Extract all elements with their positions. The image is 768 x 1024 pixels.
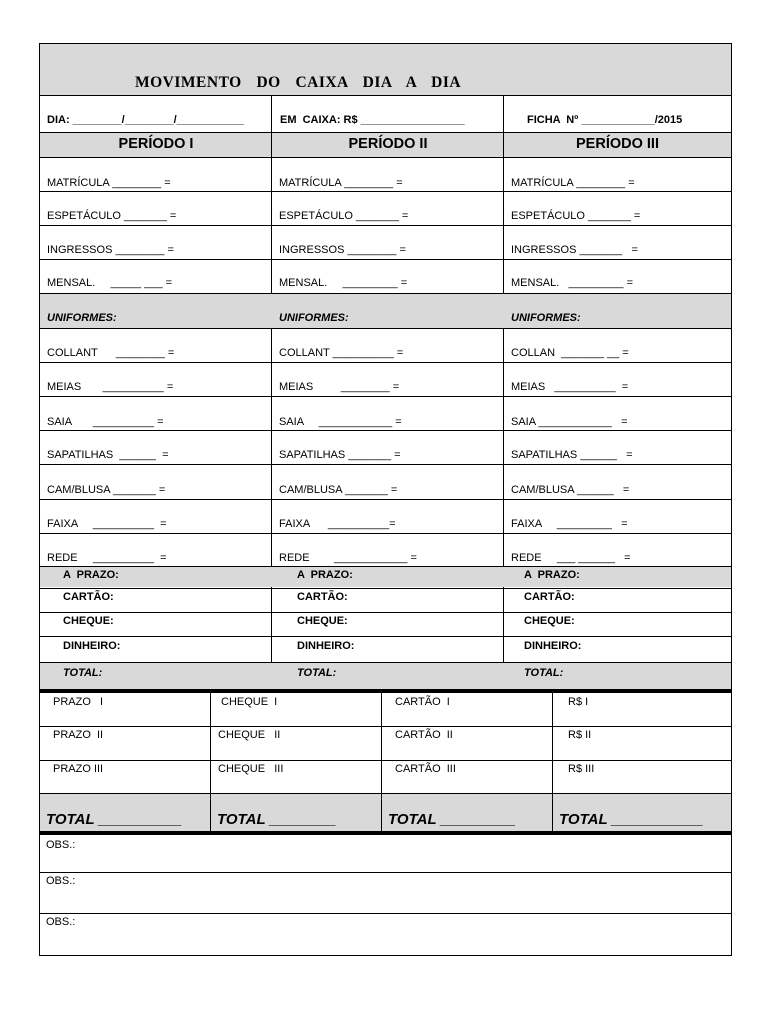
summary-col-3-row[interactable]: CARTÃO I — [395, 696, 450, 708]
period-2-payment[interactable]: CARTÃO: — [297, 591, 348, 603]
cash-amount-field[interactable]: EM CAIXA: R$ _________________ — [280, 114, 465, 126]
summary-col-1-row[interactable]: PRAZO III — [53, 763, 104, 775]
period-2-payment[interactable]: CHEQUE: — [297, 615, 348, 627]
date-field[interactable]: DIA: ________/________/___________ — [47, 114, 244, 126]
summary-col-3-row[interactable]: CARTÃO III — [395, 763, 456, 775]
period-1-item[interactable]: INGRESSOS ________ = — [47, 244, 174, 256]
summary-col-1-total[interactable]: TOTAL __________ — [46, 811, 182, 828]
period-heading-1: PERÍODO I — [118, 136, 194, 152]
period-2-uniform-item[interactable]: REDE ____________ = — [279, 552, 417, 564]
period-2-uniform-item[interactable]: COLLANT __________ = — [279, 347, 404, 359]
uniformes-band — [40, 294, 731, 328]
period-3-uniform-item[interactable]: SAIA ____________ = — [511, 416, 628, 428]
summary-separator — [40, 689, 731, 693]
period-1-item[interactable]: MATRÍCULA ________ = — [47, 177, 171, 189]
summary-col-2-row[interactable]: CHEQUE I — [221, 696, 278, 708]
period-3-uniform-item[interactable]: SAPATILHAS ______ = — [511, 449, 633, 461]
period-1-uniform-item[interactable]: SAIA __________ = — [47, 416, 164, 428]
period-heading-3: PERÍODO III — [576, 136, 659, 152]
period-3-uniform-item[interactable]: FAIXA _________ = — [511, 518, 628, 530]
period-3-payment[interactable]: DINHEIRO: — [524, 640, 582, 652]
period-2-item[interactable]: MATRÍCULA ________ = — [279, 177, 403, 189]
summary-col-2-row[interactable]: CHEQUE III — [218, 763, 284, 775]
summary-col-1-row[interactable]: PRAZO II — [53, 729, 104, 741]
period-3-item[interactable]: MENSAL. _________ = — [511, 277, 633, 289]
period-1-uniform-item[interactable]: REDE __________ = — [47, 552, 167, 564]
summary-col-1-row[interactable]: PRAZO I — [53, 696, 104, 708]
period-3-total[interactable]: TOTAL: — [524, 667, 564, 679]
period-2-uniform-item[interactable]: CAM/BLUSA _______ = — [279, 484, 398, 496]
period-2-item[interactable]: MENSAL. _________ = — [279, 277, 408, 289]
period-2-payment[interactable]: A PRAZO: — [297, 569, 353, 581]
period-1-payment[interactable]: DINHEIRO: — [63, 640, 121, 652]
period-3-item[interactable]: ESPETÁCULO _______ = — [511, 210, 641, 222]
summary-col-4-row[interactable]: R$ II — [568, 729, 592, 741]
summary-col-4-total[interactable]: TOTAL ___________ — [559, 811, 704, 828]
summary-col-2-total[interactable]: TOTAL ________ — [217, 811, 337, 828]
summary-bottom-rule — [40, 831, 731, 835]
obs-field[interactable]: OBS.: — [46, 875, 76, 887]
period-1-item[interactable]: ESPETÁCULO _______ = — [47, 210, 177, 222]
form-title: MOVIMENTO DO CAIXA DIA A DIA — [135, 74, 462, 91]
period-3-item[interactable]: MATRÍCULA ________ = — [511, 177, 635, 189]
uniformes-label: UNIFORMES: — [511, 312, 581, 324]
period-heading-2: PERÍODO II — [348, 136, 428, 152]
period-1-uniform-item[interactable]: MEIAS __________ = — [47, 381, 174, 393]
period-2-item[interactable]: INGRESSOS ________ = — [279, 244, 406, 256]
period-3-uniform-item[interactable]: CAM/BLUSA ______ = — [511, 484, 630, 496]
period-2-item[interactable]: ESPETÁCULO _______ = — [279, 210, 409, 222]
period-2-uniform-item[interactable]: FAIXA __________= — [279, 518, 396, 530]
period-2-uniform-item[interactable]: MEIAS ________ = — [279, 381, 400, 393]
period-1-total[interactable]: TOTAL: — [63, 667, 103, 679]
period-2-total[interactable]: TOTAL: — [297, 667, 337, 679]
obs-field[interactable]: OBS.: — [46, 916, 76, 928]
period-1-uniform-item[interactable]: FAIXA __________ = — [47, 518, 167, 530]
period-3-uniform-item[interactable]: MEIAS __________ = — [511, 381, 629, 393]
period-1-payment[interactable]: CHEQUE: — [63, 615, 114, 627]
period-1-uniform-item[interactable]: CAM/BLUSA _______ = — [47, 484, 166, 496]
summary-col-2-row[interactable]: CHEQUE II — [218, 729, 281, 741]
period-3-uniform-item[interactable]: COLLAN _______ __ = — [511, 347, 629, 359]
a-prazo-band — [40, 567, 731, 587]
uniformes-label: UNIFORMES: — [47, 312, 117, 324]
period-1-uniform-item[interactable]: SAPATILHAS ______ = — [47, 449, 169, 461]
summary-col-4-row[interactable]: R$ III — [568, 763, 595, 775]
period-1-payment[interactable]: CARTÃO: — [63, 591, 114, 603]
total-band — [40, 663, 731, 689]
summary-col-4-row[interactable]: R$ I — [568, 696, 589, 708]
period-3-payment[interactable]: CHEQUE: — [524, 615, 575, 627]
period-1-uniform-item[interactable]: COLLANT ________ = — [47, 347, 175, 359]
period-2-uniform-item[interactable]: SAIA ____________ = — [279, 416, 402, 428]
period-1-payment[interactable]: A PRAZO: — [63, 569, 119, 581]
obs-field[interactable]: OBS.: — [46, 839, 76, 851]
period-3-payment[interactable]: CARTÃO: — [524, 591, 575, 603]
period-3-uniform-item[interactable]: REDE ___ ______ = — [511, 552, 631, 564]
period-3-item[interactable]: INGRESSOS _______ = — [511, 244, 638, 256]
sheet-number-field[interactable]: FICHA Nº ____________/2015 — [527, 114, 683, 126]
summary-col-3-row[interactable]: CARTÃO II — [395, 729, 453, 741]
period-2-payment[interactable]: DINHEIRO: — [297, 640, 355, 652]
uniformes-label: UNIFORMES: — [279, 312, 349, 324]
period-1-item[interactable]: MENSAL. _____ ___ = — [47, 277, 173, 289]
period-3-payment[interactable]: A PRAZO: — [524, 569, 580, 581]
period-2-uniform-item[interactable]: SAPATILHAS _______ = — [279, 449, 401, 461]
cash-movement-form — [39, 43, 732, 956]
summary-col-3-total[interactable]: TOTAL _________ — [388, 811, 516, 828]
